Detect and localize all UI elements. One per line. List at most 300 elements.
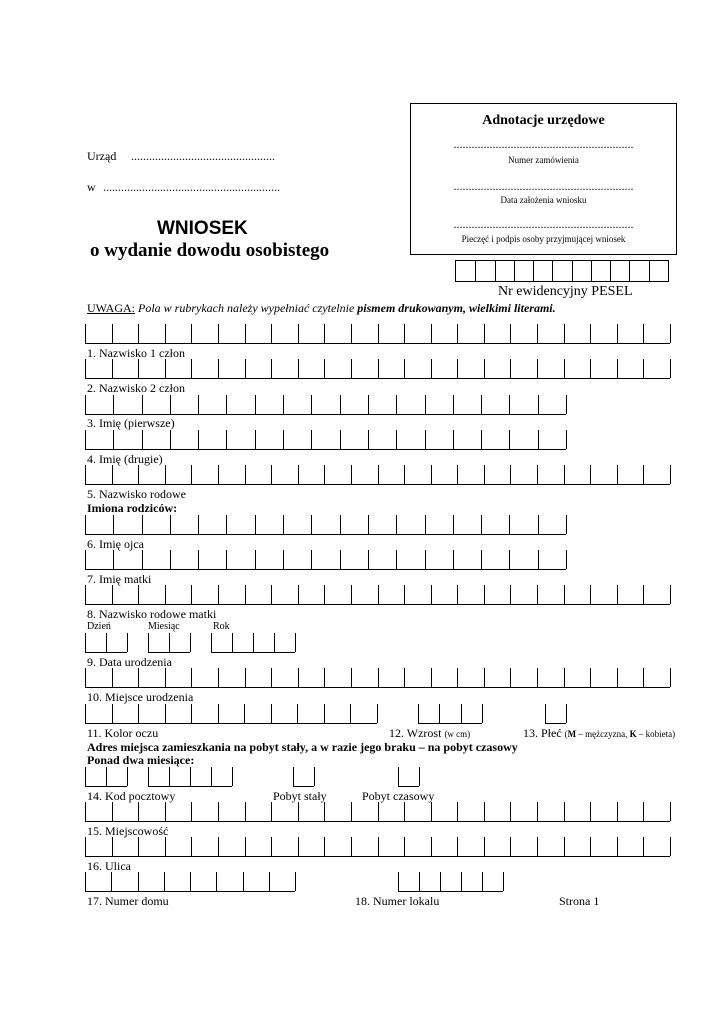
grid-cell-divider	[377, 704, 378, 723]
grid-baseline	[148, 786, 232, 787]
grid-cell-divider	[340, 515, 341, 534]
grid-cell-divider	[510, 465, 511, 484]
grid-cell-divider	[340, 550, 341, 569]
grid-cell-divider	[274, 633, 275, 652]
grid-cell-divider	[590, 324, 591, 343]
grid-cell-divider	[218, 465, 219, 484]
grid-cell-divider	[481, 395, 482, 414]
grid-cell-divider	[190, 872, 191, 891]
grid-baseline	[85, 378, 670, 379]
grid-cell-divider	[617, 324, 618, 343]
grid-cell-divider	[198, 515, 199, 534]
grid-cell-divider	[398, 872, 399, 891]
grid-cell-divider	[191, 837, 192, 856]
grid-cell-divider	[453, 550, 454, 569]
grid-cell-divider	[457, 324, 458, 343]
grid-cell-divider	[670, 668, 671, 687]
grid-cell-divider	[85, 767, 86, 786]
grid-cell-divider	[271, 668, 272, 687]
field-16-label: 16. Ulica	[87, 859, 131, 873]
grid-cell-divider	[643, 585, 644, 604]
field-5-label: 5. Nazwisko rodowe	[87, 487, 186, 501]
sex-m-text: – mężczyzna,	[576, 729, 630, 739]
grid-cell-divider	[537, 359, 538, 378]
sex-input[interactable]	[545, 704, 566, 724]
grid-cell-divider	[271, 704, 272, 723]
grid-cell-divider	[351, 324, 352, 343]
field-14-label: 14. Kod pocztowy	[87, 789, 176, 803]
grid-cell-divider	[510, 837, 511, 856]
grid-cell-divider	[295, 633, 296, 652]
grid-cell-divider	[510, 668, 511, 687]
grid-cell-divider	[590, 465, 591, 484]
grid-cell-divider	[590, 585, 591, 604]
grid-cell-divider	[85, 668, 86, 687]
field-4-label: 4. Imię (drugie)	[87, 452, 163, 466]
grid-cell-divider	[113, 550, 114, 569]
grid-cell-divider	[111, 872, 112, 891]
postal-code-part1-input[interactable]	[85, 767, 127, 787]
grid-cell-divider	[510, 802, 511, 821]
grid-cell-divider	[419, 767, 420, 786]
height-unit: (w cm)	[444, 729, 471, 739]
grid-cell-divider	[142, 395, 143, 414]
grid-cell-divider	[419, 872, 420, 891]
height-input[interactable]	[418, 704, 482, 724]
grid-cell-divider	[245, 465, 246, 484]
grid-cell-divider	[295, 872, 296, 891]
field-2-label: 2. Nazwisko 2 człon	[87, 381, 185, 395]
grid-cell-divider	[617, 585, 618, 604]
temporary-stay-label: Pobyt czasowy	[362, 789, 435, 803]
grid-cell-divider	[340, 430, 341, 449]
first-name-input[interactable]	[85, 395, 566, 415]
grid-cell-divider	[85, 324, 86, 343]
second-name-input[interactable]	[85, 430, 566, 450]
mother-family-name-input[interactable]	[85, 585, 670, 605]
permanent-stay-checkbox[interactable]	[293, 767, 314, 787]
grid-cell-divider	[165, 704, 166, 723]
field-1-label: 1. Nazwisko 1 człon	[87, 346, 185, 360]
grid-cell-divider	[378, 465, 379, 484]
grid-cell-divider	[113, 430, 114, 449]
grid-cell-divider	[243, 872, 244, 891]
pesel-cell-divider	[591, 261, 592, 281]
pesel-cell-divider	[629, 261, 630, 281]
grid-baseline	[85, 891, 295, 892]
grid-cell-divider	[670, 585, 671, 604]
grid-cell-divider	[298, 465, 299, 484]
grid-cell-divider	[537, 585, 538, 604]
grid-cell-divider	[510, 324, 511, 343]
temporary-stay-checkbox[interactable]	[398, 767, 419, 787]
grid-baseline	[85, 687, 670, 688]
grid-cell-divider	[298, 585, 299, 604]
family-name-input[interactable]	[85, 465, 670, 485]
grid-cell-divider	[85, 550, 86, 569]
grid-cell-divider	[351, 802, 352, 821]
sex-label: 13. Płeć	[523, 726, 562, 740]
grid-cell-divider	[106, 633, 107, 652]
grid-cell-divider	[378, 668, 379, 687]
grid-cell-divider	[340, 395, 341, 414]
field-9-label: 9. Data urodzenia	[87, 655, 172, 669]
grid-cell-divider	[226, 550, 227, 569]
mother-name-input[interactable]	[85, 550, 566, 570]
grid-cell-divider	[431, 802, 432, 821]
grid-cell-divider	[538, 515, 539, 534]
grid-cell-divider	[138, 585, 139, 604]
grid-cell-divider	[457, 465, 458, 484]
field-6-label: 6. Imię ojca	[87, 537, 144, 551]
postal-code-part2-input[interactable]	[148, 767, 232, 787]
grid-cell-divider	[404, 802, 405, 821]
grid-cell-divider	[509, 515, 510, 534]
grid-cell-divider	[211, 633, 212, 652]
notice-prefix: UWAGA:	[87, 301, 135, 315]
grid-baseline	[148, 652, 190, 653]
form-subtitle: o wydanie dowodu osobistego	[90, 240, 330, 261]
grid-cell-divider	[590, 802, 591, 821]
grid-baseline	[85, 723, 377, 724]
field-7-label: 7. Imię matki	[87, 572, 152, 586]
grid-cell-divider	[283, 515, 284, 534]
field-17-label: 17. Numer domu	[87, 894, 169, 908]
parents-heading: Imiona rodziców:	[87, 501, 178, 515]
notice-emphasis: pismem drukowanym, wielkimi literami.	[357, 301, 556, 315]
grid-cell-divider	[617, 668, 618, 687]
grid-cell-divider	[378, 359, 379, 378]
grid-cell-divider	[425, 430, 426, 449]
grid-cell-divider	[643, 324, 644, 343]
w-label: w	[87, 180, 96, 194]
grid-cell-divider	[453, 395, 454, 414]
grid-cell-divider	[218, 668, 219, 687]
grid-cell-divider	[482, 872, 483, 891]
grid-cell-divider	[218, 585, 219, 604]
urzad-dots[interactable]: ................................................	[131, 149, 275, 163]
birth-month-input[interactable]	[148, 633, 190, 653]
grid-cell-divider	[226, 430, 227, 449]
grid-baseline	[85, 856, 670, 857]
birth-year-input[interactable]	[211, 633, 295, 653]
house-number-input[interactable]	[85, 872, 295, 892]
pesel-cell-divider	[514, 261, 515, 281]
grid-cell-divider	[457, 668, 458, 687]
order-number-dots[interactable]: ............................................................	[453, 137, 634, 151]
grid-cell-divider	[112, 585, 113, 604]
grid-cell-divider	[538, 430, 539, 449]
grid-cell-divider	[165, 585, 166, 604]
grid-cell-divider	[198, 550, 199, 569]
grid-cell-divider	[85, 802, 86, 821]
grid-cell-divider	[253, 633, 254, 652]
grid-cell-divider	[368, 515, 369, 534]
grid-cell-divider	[271, 585, 272, 604]
grid-cell-divider	[378, 324, 379, 343]
grid-cell-divider	[169, 767, 170, 786]
grid-cell-divider	[453, 515, 454, 534]
grid-cell-divider	[112, 802, 113, 821]
grid-cell-divider	[590, 837, 591, 856]
grid-cell-divider	[112, 837, 113, 856]
grid-cell-divider	[138, 668, 139, 687]
grid-cell-divider	[643, 465, 644, 484]
grid-cell-divider	[191, 704, 192, 723]
father-name-input[interactable]	[85, 515, 566, 535]
grid-cell-divider	[283, 430, 284, 449]
grid-cell-divider	[404, 465, 405, 484]
grid-cell-divider	[165, 668, 166, 687]
grid-cell-divider	[106, 767, 107, 786]
grid-cell-divider	[138, 704, 139, 723]
grid-cell-divider	[218, 837, 219, 856]
grid-cell-divider	[165, 324, 166, 343]
pesel-cell-divider	[533, 261, 534, 281]
grid-cell-divider	[244, 704, 245, 723]
grid-cell-divider	[564, 802, 565, 821]
grid-cell-divider	[351, 465, 352, 484]
grid-cell-divider	[112, 465, 113, 484]
grid-cell-divider	[113, 395, 114, 414]
pesel-input[interactable]	[455, 260, 669, 282]
form-title: WNIOSEK	[157, 218, 248, 239]
field-15-label: 15. Miejscowość	[87, 824, 169, 838]
grid-cell-divider	[643, 359, 644, 378]
grid-cell-divider	[481, 430, 482, 449]
grid-cell-divider	[509, 430, 510, 449]
grid-cell-divider	[537, 802, 538, 821]
grid-cell-divider	[431, 465, 432, 484]
grid-cell-divider	[85, 585, 86, 604]
grid-cell-divider	[112, 704, 113, 723]
grid-cell-divider	[255, 395, 256, 414]
field-10-label: 10. Miejsce urodzenia	[87, 690, 194, 704]
page-number: Strona 1	[559, 894, 600, 908]
grid-cell-divider	[396, 430, 397, 449]
grid-cell-divider	[271, 802, 272, 821]
grid-cell-divider	[510, 359, 511, 378]
sex-legend	[565, 729, 675, 739]
grid-cell-divider	[314, 767, 315, 786]
grid-cell-divider	[211, 767, 212, 786]
field-12-label	[389, 727, 470, 741]
grid-cell-divider	[484, 668, 485, 687]
pesel-label: Nr ewidencyjny PESEL	[498, 284, 633, 299]
street-input[interactable]	[85, 837, 670, 857]
grid-cell-divider	[298, 837, 299, 856]
grid-cell-divider	[461, 872, 462, 891]
grid-cell-divider	[564, 585, 565, 604]
grid-cell-divider	[431, 668, 432, 687]
city-input[interactable]	[85, 802, 670, 822]
grid-cell-divider	[298, 324, 299, 343]
grid-cell-divider	[617, 359, 618, 378]
stamp-signature-dots[interactable]: ............................................................	[453, 217, 634, 231]
day-label: Dzień	[87, 621, 111, 632]
grid-cell-divider	[85, 704, 86, 723]
birth-place-input[interactable]	[85, 668, 670, 688]
grid-cell-divider	[245, 802, 246, 821]
grid-cell-divider	[484, 324, 485, 343]
grid-cell-divider	[324, 837, 325, 856]
grid-cell-divider	[509, 550, 510, 569]
grid-cell-divider	[484, 585, 485, 604]
grid-cell-divider	[368, 395, 369, 414]
grid-cell-divider	[537, 324, 538, 343]
grid-cell-divider	[404, 359, 405, 378]
grid-cell-divider	[509, 395, 510, 414]
grid-cell-divider	[138, 837, 139, 856]
grid-cell-divider	[245, 837, 246, 856]
grid-cell-divider	[398, 767, 399, 786]
grid-cell-divider	[271, 359, 272, 378]
grid-cell-divider	[324, 704, 325, 723]
grid-cell-divider	[431, 324, 432, 343]
grid-cell-divider	[425, 395, 426, 414]
grid-cell-divider	[198, 430, 199, 449]
height-label: 12. Wzrost	[389, 726, 442, 740]
pesel-cell-divider	[610, 261, 611, 281]
notice-text	[87, 302, 556, 315]
grid-cell-divider	[368, 550, 369, 569]
grid-baseline	[398, 786, 419, 787]
grid-cell-divider	[457, 359, 458, 378]
grid-cell-divider	[484, 802, 485, 821]
grid-baseline	[85, 652, 127, 653]
grid-cell-divider	[218, 324, 219, 343]
grid-cell-divider	[85, 430, 86, 449]
grid-baseline	[293, 786, 314, 787]
sex-k-text: – kobieta)	[636, 729, 676, 739]
grid-cell-divider	[218, 802, 219, 821]
grid-cell-divider	[378, 585, 379, 604]
grid-cell-divider	[350, 704, 351, 723]
field-8-label: 8. Nazwisko rodowe matki	[87, 607, 217, 621]
grid-baseline	[85, 484, 670, 485]
grid-cell-divider	[457, 585, 458, 604]
grid-cell-divider	[218, 359, 219, 378]
grid-cell-divider	[138, 465, 139, 484]
grid-cell-divider	[566, 550, 567, 569]
grid-cell-divider	[297, 704, 298, 723]
grid-cell-divider	[481, 515, 482, 534]
grid-cell-divider	[142, 515, 143, 534]
field-18-label: 18. Numer lokalu	[355, 894, 440, 908]
grid-cell-divider	[112, 668, 113, 687]
grid-cell-divider	[165, 837, 166, 856]
grid-cell-divider	[378, 802, 379, 821]
grid-cell-divider	[283, 395, 284, 414]
grid-cell-divider	[324, 359, 325, 378]
grid-cell-divider	[226, 515, 227, 534]
grid-cell-divider	[190, 767, 191, 786]
grid-cell-divider	[643, 802, 644, 821]
grid-cell-divider	[564, 324, 565, 343]
grid-cell-divider	[170, 395, 171, 414]
sex-m: M	[567, 729, 577, 739]
eye-color-input[interactable]	[85, 704, 377, 724]
grid-cell-divider	[564, 668, 565, 687]
grid-cell-divider	[142, 550, 143, 569]
grid-cell-divider	[484, 359, 485, 378]
grid-cell-divider	[271, 837, 272, 856]
grid-baseline	[85, 414, 566, 415]
grid-cell-divider	[85, 465, 86, 484]
grid-cell-divider	[351, 668, 352, 687]
field-11-label: 11. Kolor oczu	[87, 726, 159, 740]
grid-cell-divider	[165, 465, 166, 484]
grid-cell-divider	[232, 633, 233, 652]
grid-cell-divider	[404, 837, 405, 856]
sex-legend-open: (	[564, 729, 568, 739]
grid-cell-divider	[643, 668, 644, 687]
creation-date-dots[interactable]: ............................................................	[453, 179, 634, 193]
over-two-months-heading: Ponad dwa miesiące:	[87, 753, 195, 767]
grid-cell-divider	[142, 430, 143, 449]
grid-cell-divider	[127, 767, 128, 786]
grid-cell-divider	[564, 465, 565, 484]
grid-cell-divider	[351, 359, 352, 378]
grid-cell-divider	[271, 324, 272, 343]
grid-cell-divider	[138, 324, 139, 343]
grid-cell-divider	[198, 395, 199, 414]
grid-cell-divider	[255, 430, 256, 449]
grid-cell-divider	[170, 430, 171, 449]
grid-cell-divider	[191, 359, 192, 378]
grid-cell-divider	[538, 550, 539, 569]
grid-cell-divider	[396, 395, 397, 414]
grid-cell-divider	[538, 395, 539, 414]
pesel-cell-divider	[552, 261, 553, 281]
field-3-label: 3. Imię (pierwsze)	[87, 416, 175, 430]
apartment-number-input[interactable]	[398, 872, 503, 892]
grid-baseline	[211, 652, 295, 653]
grid-cell-divider	[617, 837, 618, 856]
grid-cell-divider	[170, 515, 171, 534]
grid-cell-divider	[431, 837, 432, 856]
grid-cell-divider	[85, 837, 86, 856]
grid-cell-divider	[404, 668, 405, 687]
w-dots[interactable]: ...........................................................	[103, 180, 280, 194]
grid-cell-divider	[324, 465, 325, 484]
grid-cell-divider	[311, 430, 312, 449]
grid-cell-divider	[113, 515, 114, 534]
grid-cell-divider	[481, 550, 482, 569]
grid-cell-divider	[85, 633, 86, 652]
grid-cell-divider	[164, 872, 165, 891]
sex-k: K	[629, 729, 637, 739]
month-label: Miesiąc	[148, 621, 180, 632]
grid-cell-divider	[457, 837, 458, 856]
grid-cell-divider	[324, 324, 325, 343]
surname-part2-input[interactable]	[85, 359, 670, 379]
grid-cell-divider	[510, 585, 511, 604]
grid-cell-divider	[482, 704, 483, 723]
surname-part1-input[interactable]	[85, 324, 670, 344]
official-box-title: Adnotacje urzędowe	[482, 113, 605, 128]
grid-cell-divider	[324, 585, 325, 604]
stamp-signature-label: Pieczęć i podpis osoby przyjmującej wniosek	[461, 234, 626, 244]
birth-day-input[interactable]	[85, 633, 127, 653]
grid-cell-divider	[425, 550, 426, 569]
grid-cell-divider	[396, 550, 397, 569]
grid-cell-divider	[190, 633, 191, 652]
grid-cell-divider	[537, 668, 538, 687]
grid-cell-divider	[537, 465, 538, 484]
grid-cell-divider	[127, 633, 128, 652]
grid-cell-divider	[85, 359, 86, 378]
